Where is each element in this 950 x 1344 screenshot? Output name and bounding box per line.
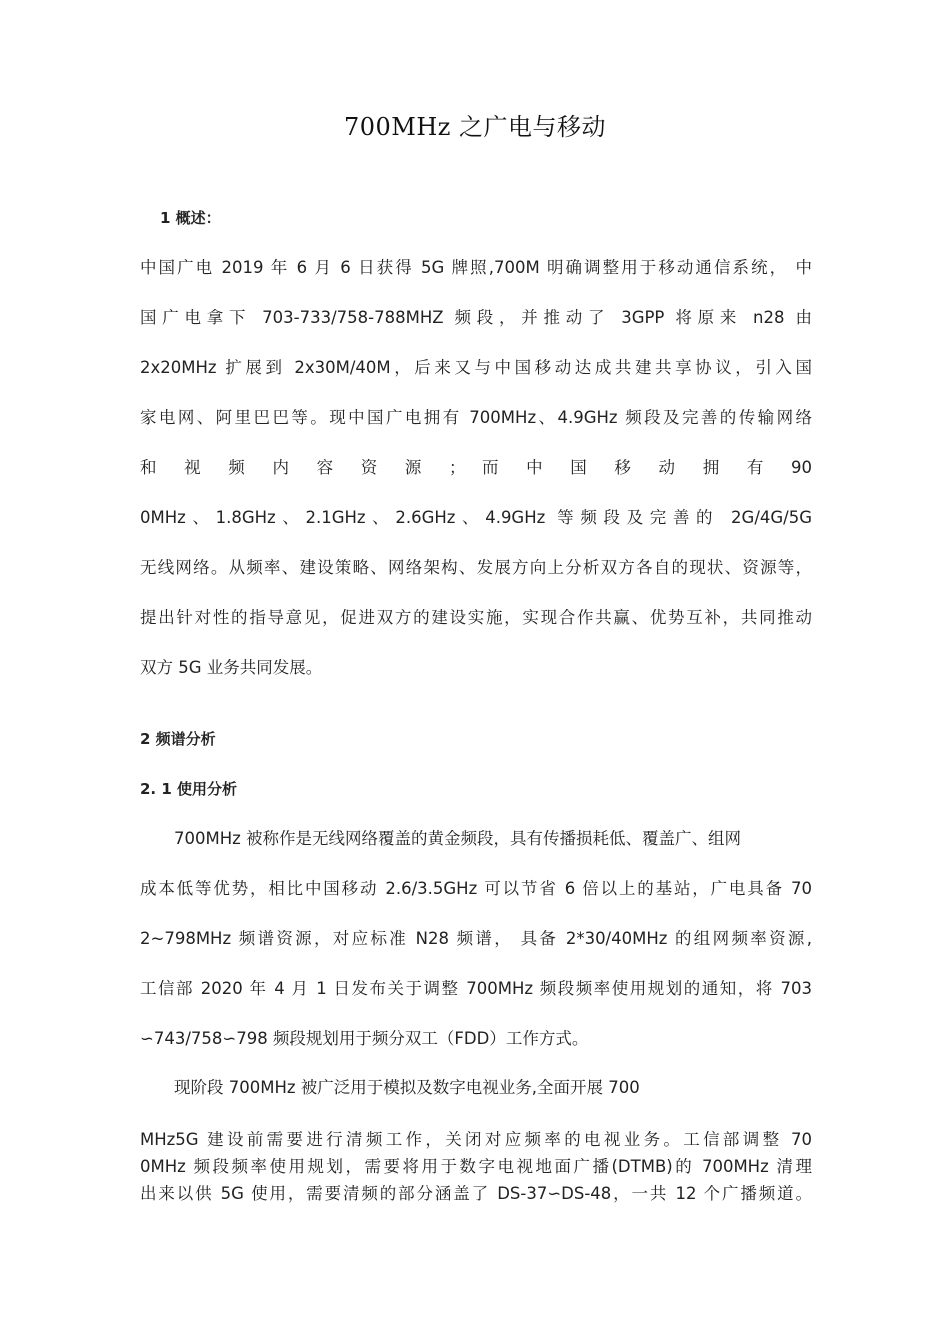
paragraph-line: 国广电拿下 703-733/758-788MHZ 频段，并推动了 3GPP 将原来 n28 由 bbox=[140, 308, 812, 327]
paragraph-line: 中国广电 2019 年 6 月 6 日获得 5G 牌照,700M 明确调整用于移动通信系统， 中 bbox=[140, 258, 812, 277]
subsection-heading-usage: 2. 1 使用分析 bbox=[140, 780, 238, 798]
paragraph-line: 家电网、阿里巴巴等。现中国广电拥有 700MHz、4.9GHz 频段及完善的传输网络 bbox=[140, 408, 812, 427]
paragraph-line: 和 视 频 内 容 资 源 ； 而 中 国 移 动 拥 有 90 bbox=[140, 458, 812, 477]
paragraph-line: 现阶段 700MHz 被广泛用于模拟及数字电视业务,全面开展 700 bbox=[174, 1078, 640, 1097]
paragraph-line: 双方 5G 业务共同发展。 bbox=[140, 658, 323, 677]
paragraph-line: ∽743/758∽798 频段规划用于频分双工（FDD）工作方式。 bbox=[140, 1029, 589, 1048]
paragraph-line: 无线网络。从频率、建设策略、网络架构、发展方向上分析双方各自的现状、资源等， bbox=[140, 558, 812, 577]
paragraph-line: 出来以供 5G 使用，需要清频的部分涵盖了 DS-37∽DS-48，一共 12 个广播频道。 bbox=[140, 1184, 812, 1203]
paragraph-line: 0MHz 频段频率使用规划，需要将用于数字电视地面广播(DTMB)的 700MHz 清理 bbox=[140, 1157, 812, 1176]
paragraph-line: 成本低等优势，相比中国移动 2.6/3.5GHz 可以节省 6 倍以上的基站，广电具备 70 bbox=[140, 879, 812, 898]
paragraph-line: 0MHz、1.8GHz、2.1GHz、2.6GHz、4.9GHz 等频段及完善的 2G/4G/5G bbox=[140, 508, 812, 527]
paragraph-line: 2~798MHz 频谱资源，对应标准 N28 频谱， 具备 2*30/40MHz 的组网频率资源, bbox=[140, 929, 812, 948]
paragraph-line: 2x20MHz 扩展到 2x30M/40M，后来又与中国移动达成共建共享协议，引入国 bbox=[140, 358, 812, 377]
paragraph-line: 提出针对性的指导意见，促进双方的建设实施，实现合作共赢、优势互补，共同推动 bbox=[140, 608, 812, 627]
page-title: 700MHz 之广电与移动 bbox=[343, 113, 607, 141]
section-heading-spectrum: 2 频谱分析 bbox=[140, 730, 216, 748]
section-heading-overview: 1 概述： bbox=[160, 209, 221, 227]
paragraph-line: MHz5G 建设前需要进行清频工作，关闭对应频率的电视业务。工信部调整 70 bbox=[140, 1130, 812, 1149]
paragraph-line: 工信部 2020 年 4 月 1 日发布关于调整 700MHz 频段频率使用规划的通知，将 703 bbox=[140, 979, 812, 998]
paragraph-line: 700MHz 被称作是无线网络覆盖的黄金频段，具有传播损耗低、覆盖广、组网 bbox=[174, 829, 742, 848]
